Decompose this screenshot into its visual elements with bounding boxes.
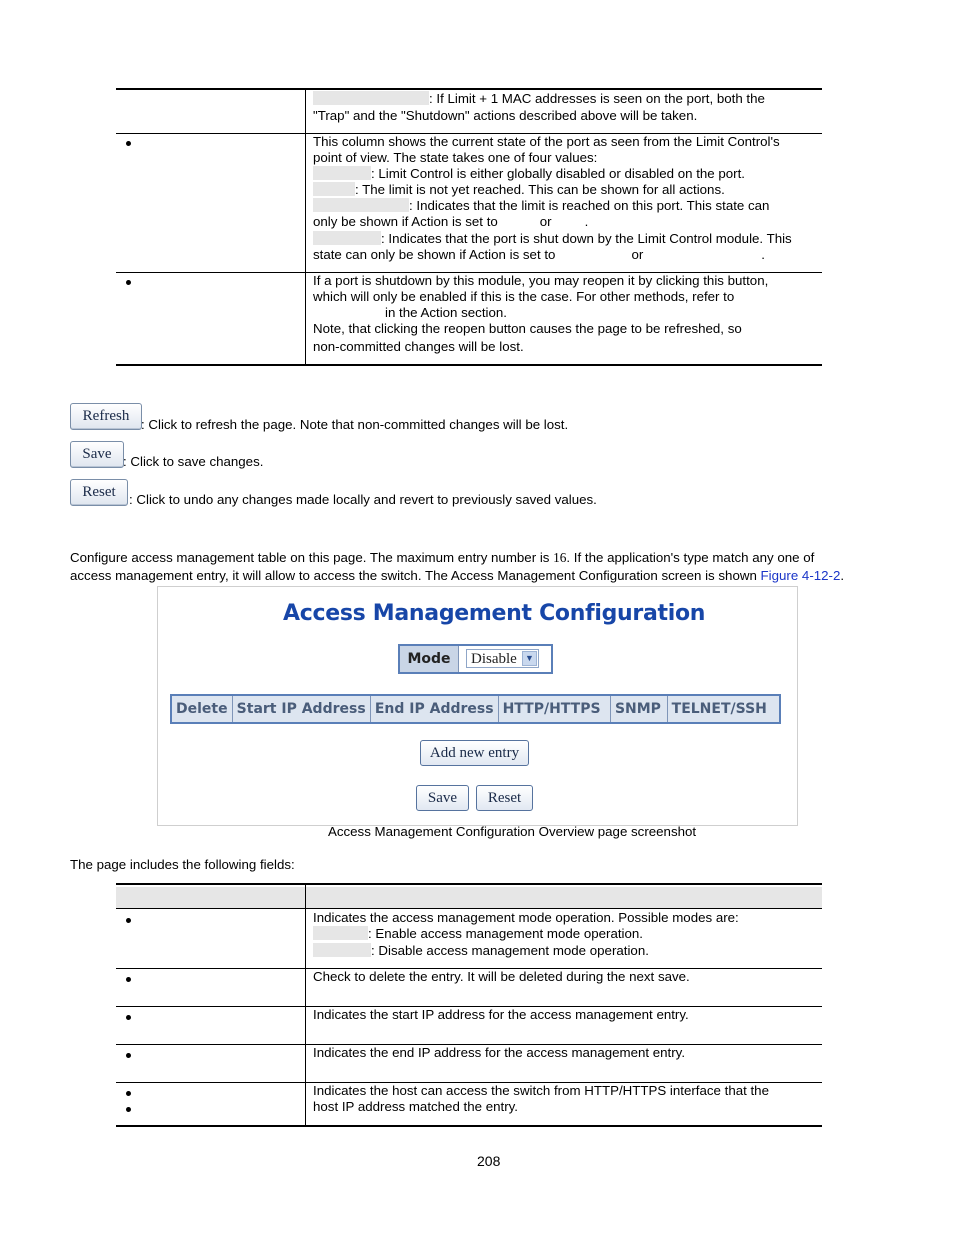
table1-action-line2: "Trap" and the "Shutdown" actions described above will be taken. bbox=[313, 108, 698, 123]
refresh-description: : Click to refresh the page. Note that non-committed changes will be lost. bbox=[141, 417, 569, 432]
state-line3: : Limit Control is either globally disabled or disabled on the port. bbox=[313, 166, 745, 182]
screenshot-save-button[interactable]: Save bbox=[416, 785, 469, 811]
delete-description: Check to delete the entry. It will be deleted during the next save. bbox=[313, 969, 690, 984]
state-line1: This column shows the current state of the port as seen from the Limit Control's bbox=[313, 134, 780, 149]
state-line7: : Indicates that the port is shut down by the Limit Control module. This bbox=[313, 231, 792, 247]
column-start-ip: Start IP Address bbox=[233, 696, 371, 722]
reopen-line4: Note, that clicking the reopen button causes the page to be refreshed, so bbox=[313, 321, 742, 336]
state-line2: point of view. The state takes one of four values: bbox=[313, 150, 598, 165]
table2-header-rule bbox=[116, 908, 822, 909]
intro-line1: Configure access management table on this page. The maximum entry number is 16. If the application's type match any one of bbox=[70, 550, 815, 565]
column-telnet-ssh: TELNET/SSH bbox=[671, 701, 767, 717]
access-management-screenshot bbox=[157, 586, 798, 826]
table2-bottom-rule bbox=[116, 1125, 822, 1127]
mode-select[interactable] bbox=[466, 649, 539, 668]
state-line8: state can only be shown if Action is set to or . bbox=[313, 247, 765, 262]
figure-link[interactable]: Figure 4-12-2 bbox=[760, 568, 841, 583]
table2-header bbox=[116, 887, 822, 908]
intro-line2: access management entry, it will allow to access the switch. The Access Management Configuration screen is shown Figure 4-12-2. bbox=[70, 568, 845, 583]
http-line1: Indicates the host can access the switch from HTTP/HTTPS interface that the bbox=[313, 1083, 769, 1098]
reopen-line1: If a port is shutdown by this module, you may reopen it by clicking this button, bbox=[313, 273, 769, 288]
mode-select-value: Disable bbox=[471, 651, 517, 667]
mode-line1: Indicates the access management mode operation. Possible modes are: bbox=[313, 910, 739, 925]
table2-top-rule bbox=[116, 883, 822, 885]
access-table-header bbox=[170, 694, 781, 724]
page-number: 208 bbox=[477, 1153, 501, 1169]
start-ip-description: Indicates the start IP address for the access management entry. bbox=[313, 1007, 689, 1022]
end-ip-description: Indicates the end IP address for the access management entry. bbox=[313, 1045, 686, 1060]
bullet-icon bbox=[126, 1091, 131, 1096]
column-http-https: HTTP/HTTPS bbox=[499, 696, 611, 722]
mode-line2: : Enable access management mode operation. bbox=[313, 926, 643, 942]
table1-top-rule bbox=[116, 88, 822, 90]
save-button[interactable]: Save bbox=[70, 441, 124, 468]
bullet-icon bbox=[126, 141, 131, 146]
fields-intro: The page includes the following fields: bbox=[70, 857, 295, 872]
reopen-line5: non-committed changes will be lost. bbox=[313, 339, 524, 354]
bullet-icon bbox=[126, 1053, 131, 1058]
table1-action-line1: : If Limit + 1 MAC addresses is seen on the port, both the bbox=[313, 91, 765, 107]
state-line6: only be shown if Action is set to or . bbox=[313, 214, 589, 229]
chevron-down-icon[interactable]: ▼ bbox=[522, 651, 537, 666]
mode-control bbox=[398, 644, 553, 674]
state-line4: : The limit is not yet reached. This can be shown for all actions. bbox=[313, 182, 725, 198]
bullet-icon bbox=[126, 977, 131, 982]
table1-bottom-rule bbox=[116, 364, 822, 366]
save-description: : Click to save changes. bbox=[123, 454, 264, 469]
add-new-entry-button[interactable]: Add new entry bbox=[420, 740, 529, 766]
bullet-icon bbox=[126, 1015, 131, 1020]
bullet-icon bbox=[126, 918, 131, 923]
reopen-line2: which will only be enabled if this is the case. For other methods, refer to bbox=[313, 289, 735, 304]
column-delete: Delete bbox=[172, 696, 233, 722]
bullet-icon bbox=[126, 1107, 131, 1112]
reopen-line3: in the Action section. bbox=[385, 305, 507, 320]
bullet-icon bbox=[126, 280, 131, 285]
reset-description: : Click to undo any changes made locally and revert to previously saved values. bbox=[129, 492, 597, 507]
reset-button[interactable]: Reset bbox=[70, 479, 128, 506]
column-snmp: SNMP bbox=[611, 696, 668, 722]
http-line2: host IP address matched the entry. bbox=[313, 1099, 518, 1114]
screenshot-reset-button[interactable]: Reset bbox=[476, 785, 533, 811]
state-line5: : Indicates that the limit is reached on this port. This state can bbox=[313, 198, 769, 214]
refresh-button[interactable]: Refresh bbox=[70, 403, 142, 430]
table1-column-divider bbox=[305, 90, 306, 364]
screenshot-title: Access Management Configuration bbox=[283, 601, 706, 626]
figure-caption: Access Management Configuration Overview page screenshot bbox=[328, 824, 697, 839]
mode-label: Mode bbox=[400, 646, 459, 672]
column-end-ip: End IP Address bbox=[371, 696, 499, 722]
mode-line3: : Disable access management mode operation. bbox=[313, 943, 649, 959]
